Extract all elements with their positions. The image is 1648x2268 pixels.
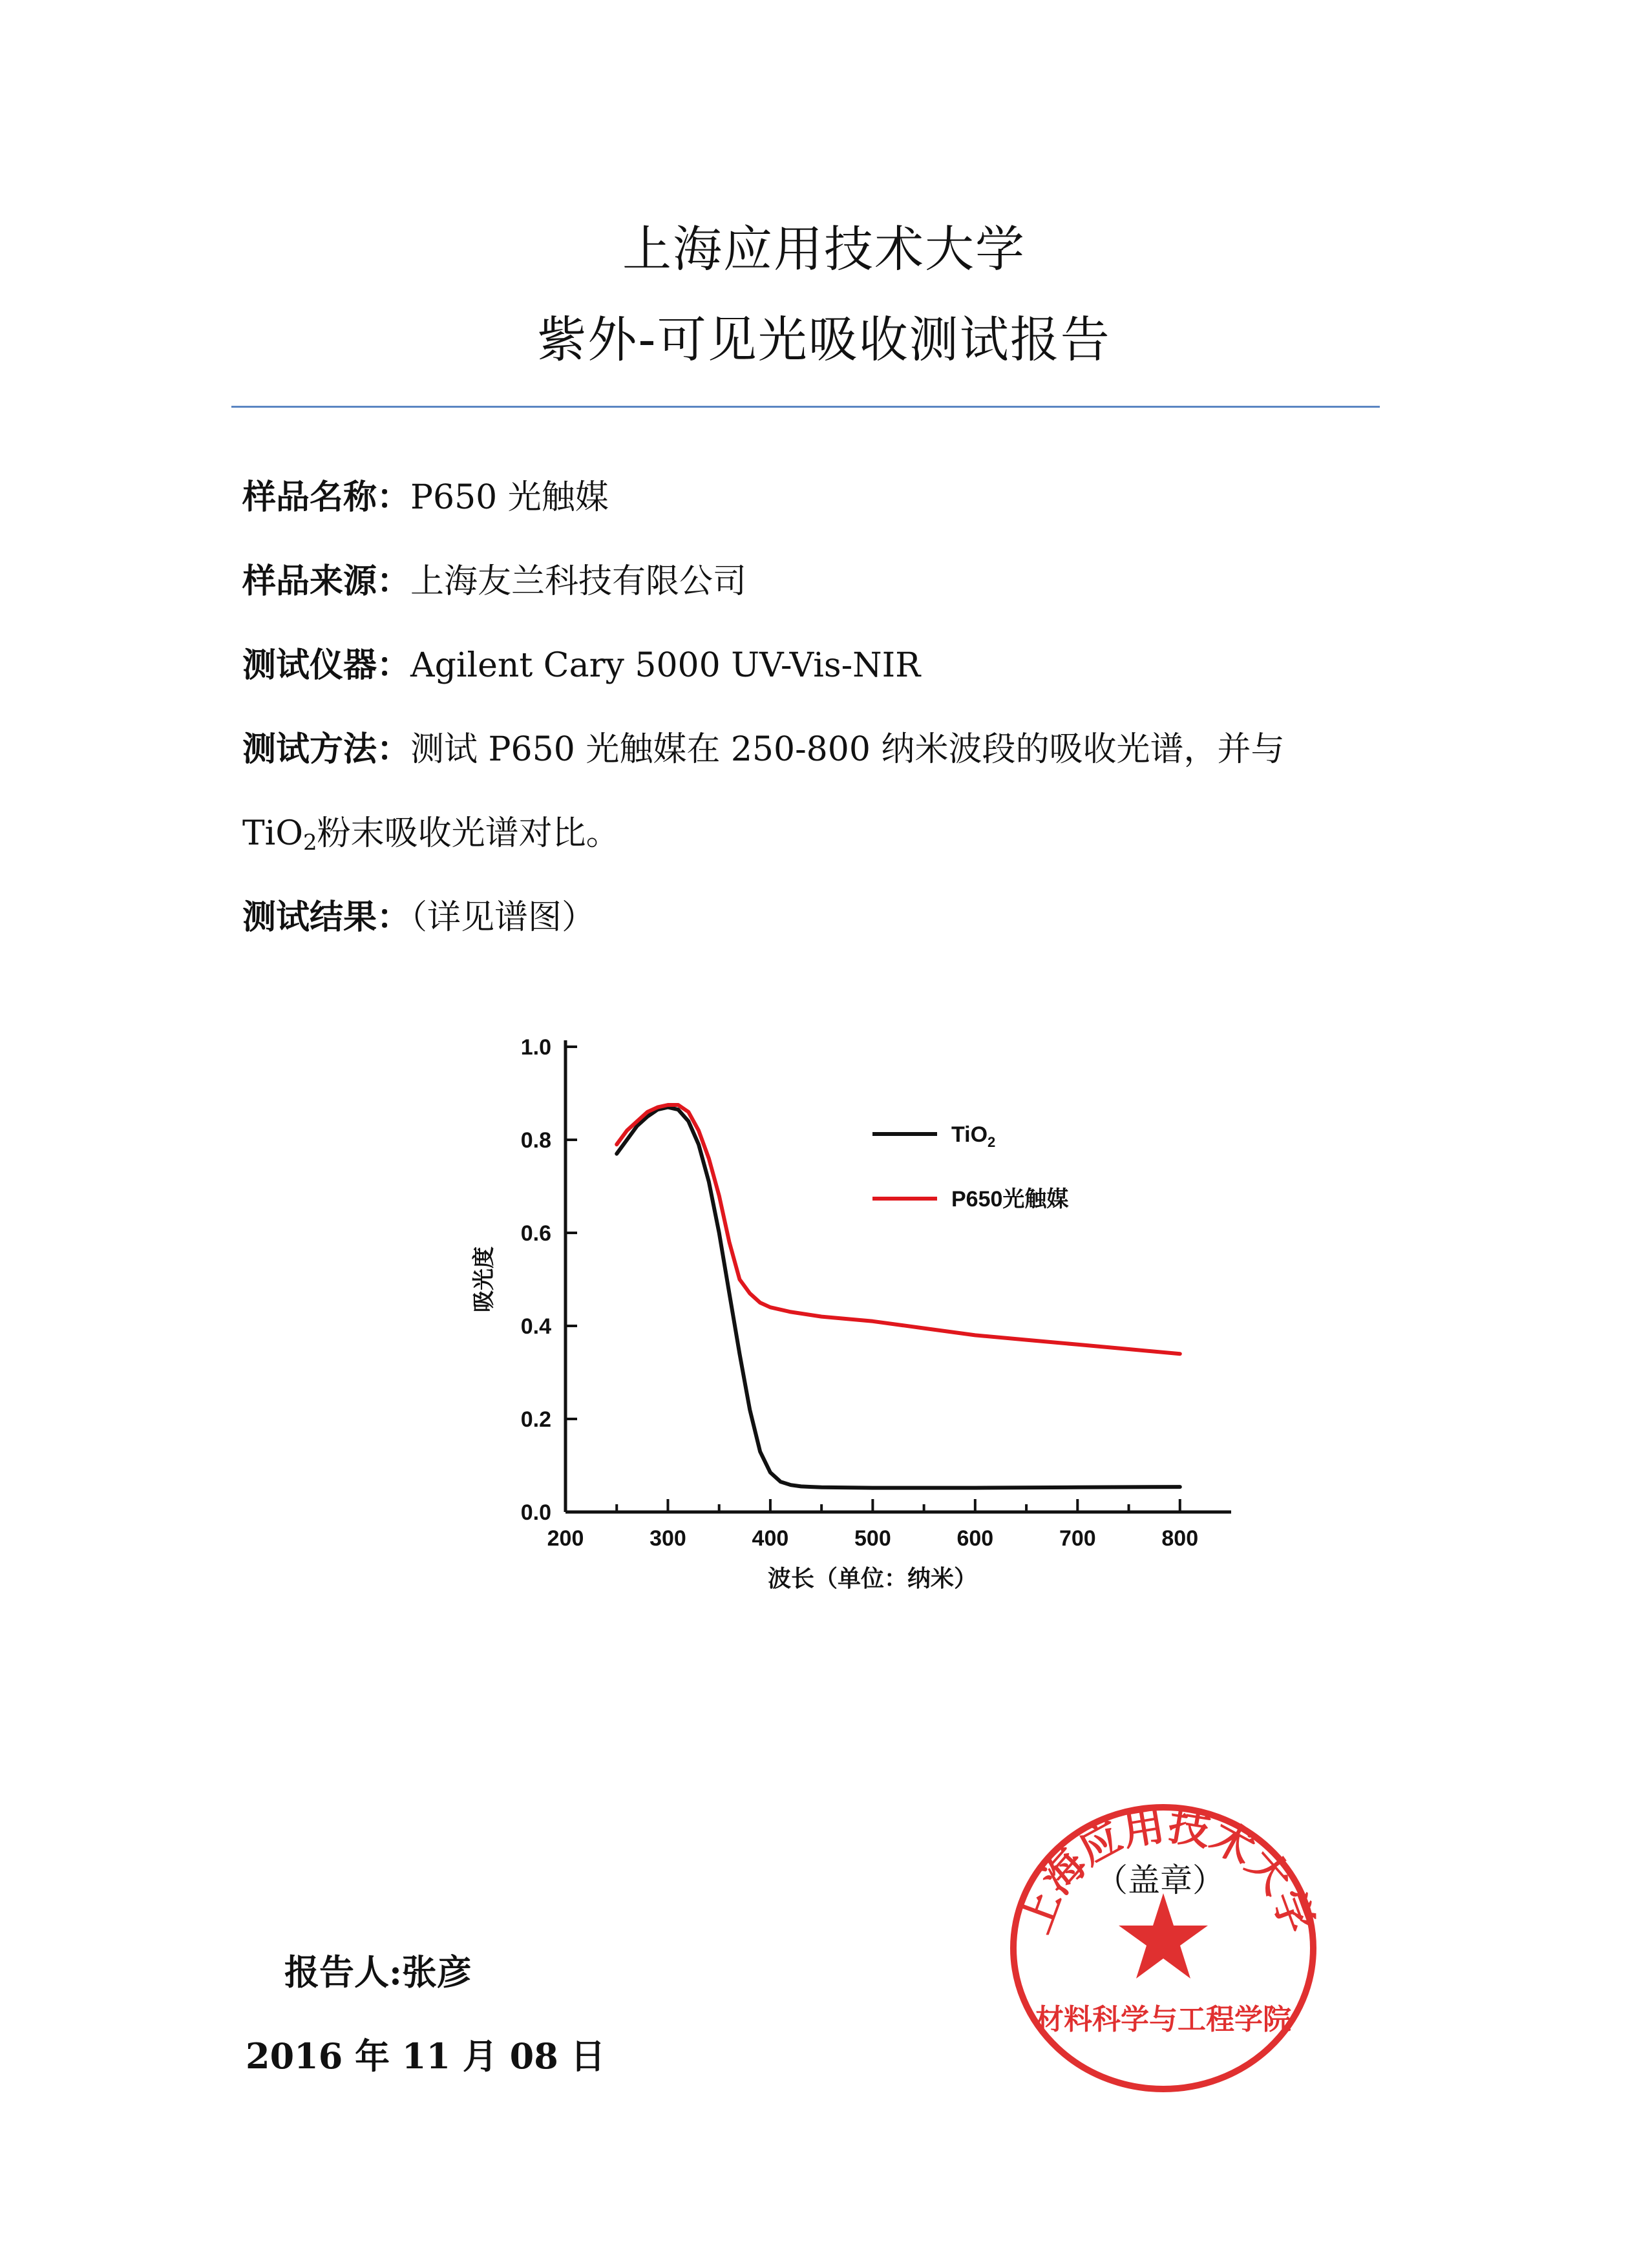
x-tick-label: 500 xyxy=(854,1526,891,1551)
seal-bottom-text: 材料科学与工程学院 xyxy=(1035,2003,1291,2036)
x-axis-label: 波长（单位：纳米） xyxy=(767,1565,978,1591)
field-method xyxy=(242,727,1284,772)
chart-series-group xyxy=(617,1105,1180,1488)
method-value-suffix: 粉末吸收光谱对比。 xyxy=(317,814,620,853)
y-tick-label: 0.8 xyxy=(520,1128,551,1153)
x-tick-label: 400 xyxy=(752,1526,789,1551)
chart-axes xyxy=(521,1035,1231,1551)
x-tick-label: 600 xyxy=(956,1526,994,1551)
result-label: 测试结果： xyxy=(242,898,411,937)
report-title: 紫外-可见光吸收测试报告 xyxy=(537,311,1111,368)
report-date: 2016 年 11 月 08 日 xyxy=(246,2035,606,2077)
sample-source-value: 上海友兰科技有限公司 xyxy=(410,562,747,601)
absorbance-chart xyxy=(446,1027,1273,1635)
field-result xyxy=(242,895,595,940)
x-tick-label: 800 xyxy=(1161,1526,1199,1551)
method-label: 测试方法： xyxy=(242,730,411,769)
field-sample-name xyxy=(242,475,609,520)
seal-star-icon xyxy=(1119,1893,1208,1979)
sample-name-value: P650 光触媒 xyxy=(410,478,609,517)
report-institution-title: 上海应用技术大学 xyxy=(622,220,1026,278)
method-value-subscript: 2 xyxy=(302,830,317,856)
series-line-p650 xyxy=(617,1105,1180,1354)
field-instrument xyxy=(242,643,920,688)
y-tick-label: 0.6 xyxy=(520,1221,551,1246)
chart-legend xyxy=(872,1122,1068,1212)
y-tick-label: 0.2 xyxy=(520,1407,551,1432)
legend-label-tio2: TiO$_2$ xyxy=(951,1122,996,1150)
sample-name-label: 样品名称： xyxy=(242,478,411,517)
y-tick-label: 1.0 xyxy=(520,1035,551,1060)
method-value: 测试 P650 光触媒在 250-800 纳米波段的吸收光谱，并与 xyxy=(410,730,1285,769)
field-sample-source xyxy=(242,559,746,604)
sample-source-label: 样品来源： xyxy=(242,562,411,601)
official-seal xyxy=(995,1796,1331,2106)
series-line-tio2 xyxy=(617,1108,1180,1488)
x-tick-label: 700 xyxy=(1059,1526,1096,1551)
instrument-value: Agilent Cary 5000 UV-Vis-NIR xyxy=(410,646,921,685)
reporter: 报告人:张彦 xyxy=(284,1951,472,1993)
y-axis-label: 吸光度 xyxy=(472,1246,496,1312)
stamp-label: （盖章） xyxy=(1095,1862,1225,1899)
instrument-label: 测试仪器： xyxy=(242,646,411,685)
method-value-tio: TiO xyxy=(242,814,303,853)
y-tick-label: 0.4 xyxy=(520,1314,551,1339)
seal-ring-text: 上海应用技术大学 xyxy=(1010,1801,1323,1940)
title-divider xyxy=(231,406,1380,408)
x-tick-label: 300 xyxy=(650,1526,686,1551)
field-method-continuation xyxy=(242,811,620,865)
y-tick-label: 0.0 xyxy=(520,1500,551,1525)
x-tick-label: 200 xyxy=(547,1526,584,1551)
legend-label-p650: P650光触媒 xyxy=(951,1187,1069,1212)
result-value: （详见谱图） xyxy=(410,898,596,937)
